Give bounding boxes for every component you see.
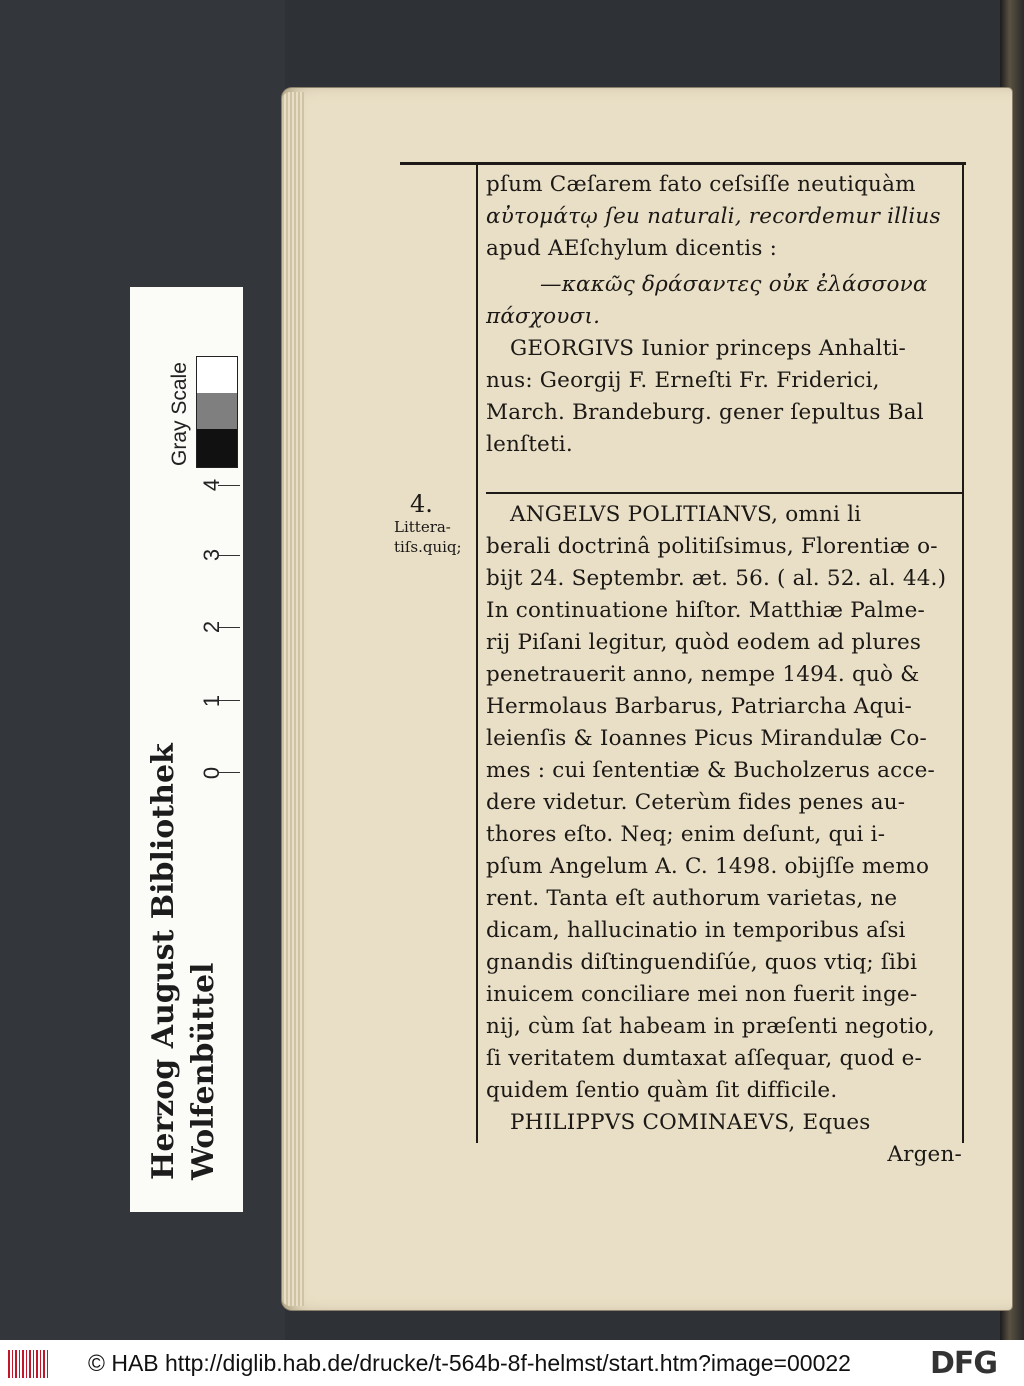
text-line: leienſis & Ioannes Picus Mirandulæ Co-	[486, 726, 927, 751]
text-line: thores eſto. Neq; enim deſunt, qui i-	[486, 822, 886, 847]
text-line: berali doctrinâ politiſsimus, Florentiæ o-	[486, 534, 938, 559]
ruler-number: 2	[199, 620, 225, 634]
column-rule-right	[962, 165, 964, 1143]
text-line: PHILIPPVS COMINAEVS, Eques	[510, 1110, 871, 1135]
text-line: quidem ſentio quàm ſit difficile.	[486, 1078, 838, 1103]
ruler-number: 1	[199, 694, 225, 708]
text-line: penetrauerit anno, nempe 1494. quò &	[486, 662, 920, 687]
column-rule-left	[476, 165, 478, 1143]
catchword: Argen-	[887, 1142, 962, 1167]
page-edges	[282, 92, 304, 1306]
library-city: Wolfenbüttel	[186, 962, 221, 1180]
ruler-number: 0	[199, 766, 225, 780]
text-line: mes : cui ſententiæ & Bucholzerus acce-	[486, 758, 936, 783]
text-line: ANGELVS POLITIANVS, omni li	[510, 502, 862, 527]
text-line: αὐτομάτῳ ſeu naturali, recordemur illius	[486, 204, 941, 229]
ruler-number: 3	[199, 548, 225, 562]
text-line: ſi veritatem dumtaxat aſſequar, quod e-	[486, 1046, 923, 1071]
text-line: rij Piſani legitur, quòd eodem ad plures	[486, 630, 922, 655]
section-divider	[486, 492, 962, 494]
dfg-logo: DFG	[930, 1346, 998, 1381]
text-line: gnandis diſtinguendiſúe, quos vtiq; ſibi	[486, 950, 918, 975]
text-line: bijt 24. Septembr. æt. 56. ( al. 52. al. 44.)	[486, 566, 947, 591]
text-line: March. Brandeburg. gener ſepultus Bal	[486, 400, 924, 425]
text-line: pſum Cæſarem fato ceſsiſſe neutiquàm	[486, 172, 916, 197]
text-line: pſum Angelum A. C. 1498. obijſſe memo	[486, 854, 930, 879]
footer-credit: © HAB http://diglib.hab.de/drucke/t-564b-8f-helmst/start.htm?image=00022	[88, 1350, 851, 1376]
gray-scale-label: Gray Scale	[168, 362, 191, 466]
text-line: nij, cùm ſat habeam in præſenti negotio,	[486, 1014, 935, 1039]
library-label	[138, 743, 238, 1210]
ruler-number: 4	[199, 478, 225, 492]
greek-quote-line: —κακῶς δράσαντες οὐκ ἐλάσσονα	[540, 272, 928, 297]
margin-note-line: tiſs.quiq;	[394, 538, 462, 556]
text-line: nus: Georgij F. Erneſti Fr. Friderici,	[486, 368, 880, 393]
hab-logo-icon	[8, 1350, 48, 1378]
black-swatch	[197, 429, 237, 467]
margin-number: 4.	[410, 490, 433, 518]
top-rule	[400, 162, 966, 165]
greek-quote-line: πάσχουσι.	[486, 304, 601, 329]
white-swatch	[197, 357, 237, 393]
text-line: Hermolaus Barbarus, Patriarcha Aqui-	[486, 694, 913, 719]
gray-scale-swatches	[196, 356, 238, 468]
library-name: Herzog August Bibliothek	[146, 743, 181, 1180]
text-line: lenſteti.	[486, 432, 573, 457]
text-line: rent. Tanta eſt authorum varietas, ne	[486, 886, 898, 911]
gray-swatch	[197, 393, 237, 429]
text-line: GEORGIVS Iunior princeps Anhalti-	[510, 336, 907, 361]
text-line: apud AEſchylum dicentis :	[486, 236, 778, 261]
text-line: In continuatione hiſtor. Matthiæ Palme-	[486, 598, 925, 623]
margin-note-line: Littera-	[394, 518, 451, 536]
text-line: dere videtur. Ceterùm fides penes au-	[486, 790, 906, 815]
text-line: dicam, hallucinatio in temporibus aſsi	[486, 918, 906, 943]
text-line: inuicem conciliare mei non fuerit inge-	[486, 982, 918, 1007]
